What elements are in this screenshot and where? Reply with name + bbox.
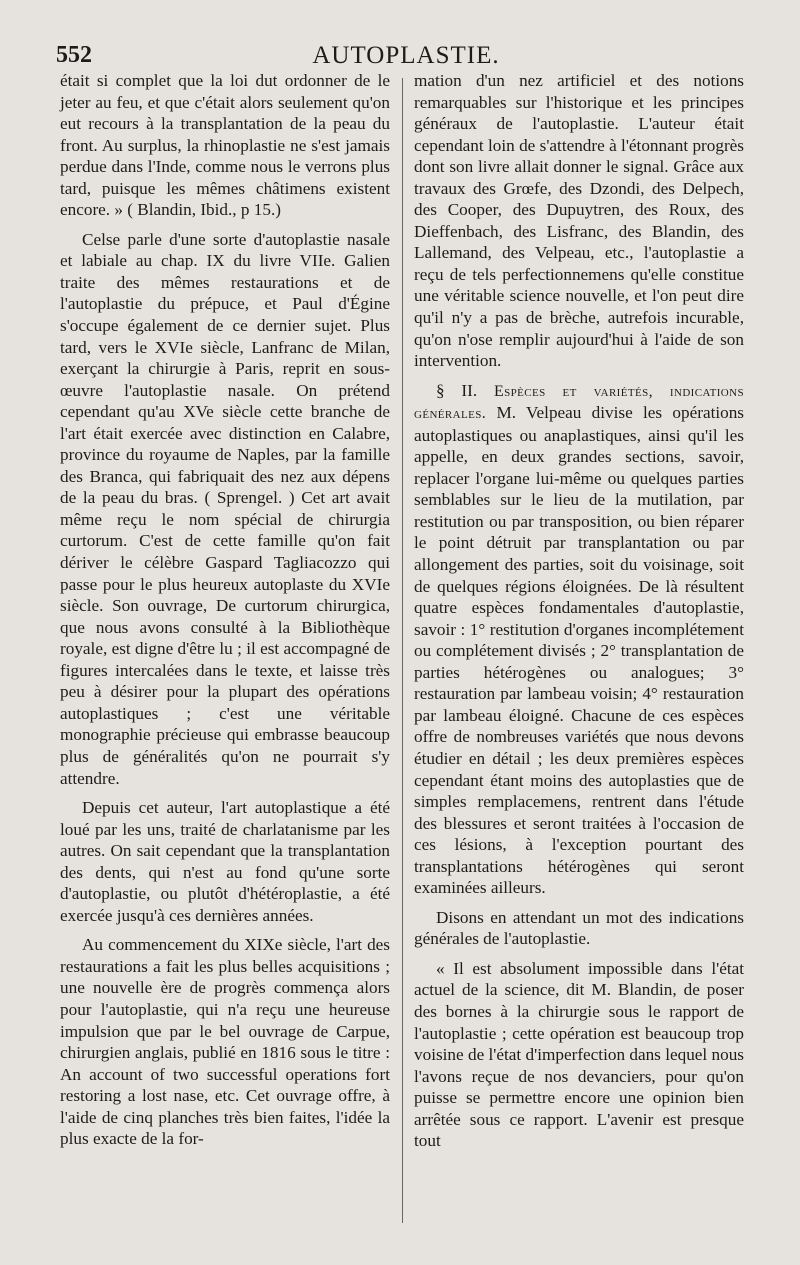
- column-divider: [402, 78, 403, 1223]
- section-paragraph: [414, 380, 744, 899]
- right-paragraph-2: M. Velpeau divise les opérations autoplastiques ou anaplastiques, ainsi qu'il les appelle, en deux grandes sections, savoir, replacer l'organe lui-même ou quelques parties semblables sur le lieu de la mutilation, par restitution ou par transposition, ou bien réparer le point détruit par transplantation ou par allongement des parties, soit du voisinage, soit de quelques régions éloignées. De là résultent quatre espèces fondamentales d'autoplastie, savoir : 1° restitution d'organes incomplétement ou complétement divisés ; 2° transplantation de parties hétérogènes ou analogues; 3° restauration par lambeau voisin; 4° restauration par lambeau éloigné. Chacune de ces espèces offre de nombreuses variétés que nous devons étudier en détail ; les deux premières espèces cependant étant moins des autoplasties que de simples remplacemens, rentrent dans l'étude des blessures et seront traitées à l'occasion de ces lésions, à l'exception pourtant des transplantations hétérogènes qui seront examinées ailleurs.: [414, 403, 744, 898]
- left-paragraph-2: Celse parle d'une sorte d'autoplastie nasale et labiale au chap. IX du livre VIIe. Galien traite des mêmes restaurations et de l'autoplastie du prépuce, et Paul d'Égine s'occupe également de ce dernier sujet. Plus tard, vers le XVIe siècle, Lanfranc de Milan, exerçant la chirurgie à Paris, reprit en sous-œuvre l'autoplastie nasale. On prétend cependant qu'au XVe siècle cette branche de l'art était exercée avec distinction en Calabre, province du royaume de Naples, par la famille des Branca, qui fabriquait des nez aux dépens de la peau du bras. ( Sprengel. ) Cet art avait même reçu le nom spécial de chirurgia curtorum. C'est de cette famille qu'on fait dériver le célèbre Gaspard Tagliacozzo qui passe pour le plus heureux autoplaste du XVIe siècle. Son ouvrage, De curtorum chirurgica, que nous avons consulté à la Bibliothèque royale, est digne d'être lu ; il est accompagné de figures intercalées dans le texte, et laisse très peu à désirer pour la plupart des opérations autoplastiques ; c'est une véritable monographie précieuse qui embrasse beaucoup plus de généralités qu'on ne pourrait s'y attendre.: [60, 229, 390, 788]
- left-column: [60, 70, 390, 1158]
- section-mark: § II.: [436, 380, 478, 400]
- page-header: [56, 42, 756, 72]
- left-paragraph-3: Depuis cet auteur, l'art autoplastique a été loué par les uns, traité de charlatanisme par les autres. On sait cependant que la transplantation des dents, qui n'est au fond qu'une sorte d'autoplastie, ou plutôt d'hétéroplastie, a été exercée jusqu'à ces dernières années.: [60, 798, 390, 925]
- section-heading: Espèces et variétés, indications générales.: [414, 382, 744, 423]
- right-paragraph-3: Disons en attendant un mot des indications générales de l'autoplastie.: [414, 907, 744, 949]
- left-paragraph-1: était si complet que la loi dut ordonner de le jeter au feu, et que c'était alors seulement qu'on eut recours à la transplantation de la peau du front. Au surplus, la rhinoplastie ne s'est jamais perdue dans l'Inde, comme nous le verrons plus tard, puisque les mêmes châtimens existent encore. » ( Blandin, Ibid., p 15.): [60, 71, 390, 220]
- right-column: [414, 70, 744, 1160]
- right-paragraph-1: mation d'un nez artificiel et des notions remarquables sur l'historique et les principes généraux de l'autoplastie. L'auteur était cependant loin de s'attendre à l'étonnant progrès dont son livre allait donner le signal. Grâce aux travaux des Grœfe, des Dzondi, des Delpech, des Cooper, des Dupuytren, des Roux, des Dieffenbach, des Lisfranc, des Blandin, des Lallemand, des Velpeau, etc., l'autoplastie a reçu de tels perfectionnemens qu'elle constitue une véritable science nouvelle, et l'on peut dire qu'il n'y a pas de brèche, autrefois incurable, qu'on n'ose remplir aujourd'hui à l'aide de son intervention.: [414, 71, 744, 371]
- page-number: 552: [56, 42, 92, 68]
- running-head: AUTOPLASTIE.: [312, 42, 500, 69]
- left-paragraph-4: Au commencement du XIXe siècle, l'art des restaurations a fait les plus belles acquisitions ; une nouvelle ère de progrès commença alors pour l'autoplastie, qui n'a reçu une heureuse impulsion que par le bel ouvrage de Carpue, chirurgien anglais, publié en 1816 sous le titre : An account of two successful operations fort restoring a lost nase, etc. Cet ouvrage offre, à l'aide de cinq planches très bien faites, l'idée la plus exacte de la for-: [60, 935, 390, 1149]
- right-paragraph-4: « Il est absolument impossible dans l'état actuel de la science, dit M. Blandin, de poser des bornes à la chirurgie sous le rapport de l'autoplastie ; cette opération est beaucoup trop voisine de l'état d'imperfection dans lequel nous l'avons reçue de nos devanciers, pour qu'on puisse se permettre encore une opinion bien arrêtée sous ce rapport. L'avenir est presque tout: [414, 958, 744, 1151]
